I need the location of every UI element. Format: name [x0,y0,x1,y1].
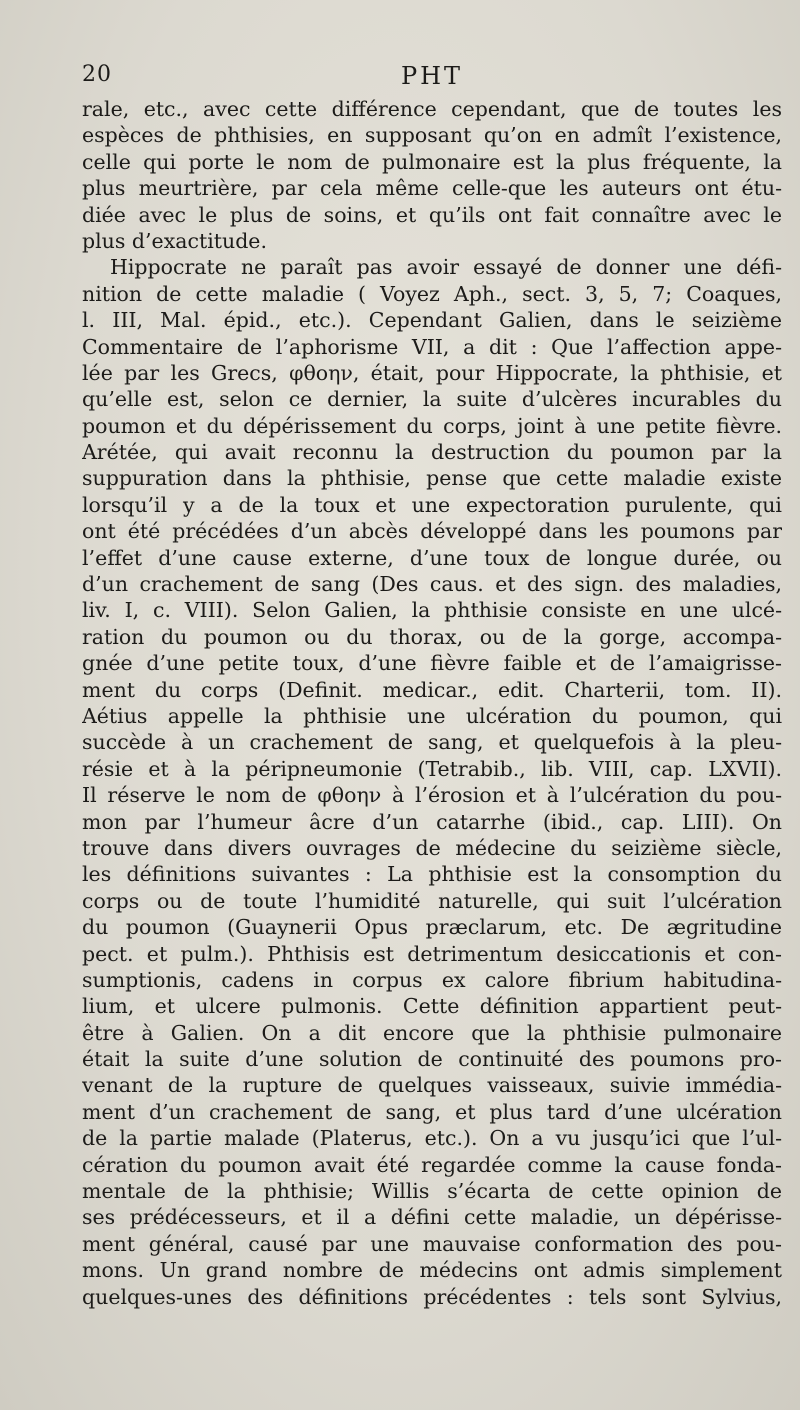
text-line: plus meurtrière, par cela même celle-que les auteurs ont étu- [82,176,782,201]
text-line: Commentaire de l’aphorisme VII, a dit : Que l’affection appe- [82,334,782,359]
text-line: qu’elle est, selon ce dernier, la suite d’ulcères incurables du [82,387,782,412]
text-line: succède à un crachement de sang, et quelquefois à la pleu- [82,730,782,755]
text-line: venant de la rupture de quelques vaisseaux, suivie immédia- [82,1073,782,1098]
text-line: plus d’exactitude. [82,228,267,253]
text-line: suppuration dans la phthisie, pense que cette maladie existe [82,466,782,491]
text-line: espèces de phthisies, en supposant qu’on en admît l’existence, [82,123,782,148]
text-line: nition de cette maladie ( Voyez Aph., sect. 3, 5, 7; Coaques, [82,281,782,306]
text-line: sumptionis, cadens in corpus ex calore fibrium habitudina- [82,967,782,992]
text-line: cération du poumon avait été regardée comme la cause fonda- [82,1152,782,1177]
text-line: corps ou de toute l’humidité naturelle, qui suit l’ulcération [82,888,782,913]
running-head: PHT [400,62,464,90]
text-line: les définitions suivantes : La phthisie est la consomption du [82,862,782,887]
text-line: mon par l’humeur âcre d’un catarrhe (ibid., cap. LIII). On [82,809,782,834]
text-line: était la suite d’une solution de continuité des poumons pro- [82,1047,782,1072]
text-line: Aétius appelle la phthisie une ulcération du poumon, qui [82,703,782,728]
text-line: ses prédécesseurs, et il a défini cette maladie, un dépérisse- [82,1205,782,1230]
text-line: quelques-unes des définitions précédentes : tels sont Sylvius, [82,1284,782,1309]
text-line: Arétée, qui avait reconnu la destruction du poumon par la [82,440,782,465]
text-line: ont été précédées d’un abcès développé dans les poumons par [82,519,782,544]
text-line: mons. Un grand nombre de médecins ont admis simplement [82,1258,782,1283]
text-line: lorsqu’il y a de la toux et une expectoration purulente, qui [82,492,782,517]
text-line: pect. et pulm.). Phthisis est detrimentum desiccationis et con- [82,941,782,966]
text-line: mentale de la phthisie; Willis s’écarta de cette opinion de [82,1179,782,1204]
text-line: ment d’un crachement de sang, et plus tard d’une ulcération [82,1099,782,1124]
page-number: 20 [82,62,112,87]
text-line: résie et à la péripneumonie (Tetrabib., lib. VIII, cap. LXVII). [82,756,782,781]
text-line: lée par les Grecs, φθοην, était, pour Hippocrate, la phthisie, et [82,360,782,385]
text-line: ment général, causé par une mauvaise conformation des pou- [82,1231,782,1256]
body-text [82,96,782,1310]
text-line: l. III, Mal. épid., etc.). Cependant Galien, dans le seizième [82,308,782,333]
text-line: trouve dans divers ouvrages de médecine du seizième siècle, [82,835,782,860]
text-line: rale, etc., avec cette différence cependant, que de toutes les [82,97,782,121]
text-line: d’un crachement de sang (Des caus. et des sign. des maladies, [82,572,782,597]
text-line: Hippocrate ne paraît pas avoir essayé de donner une défi- [110,255,782,280]
text-line: diée avec le plus de soins, et qu’ils ont fait connaître avec le [82,202,782,227]
text-line: l’effet d’une cause externe, d’une toux de longue durée, ou [82,545,782,570]
text-line: ration du poumon ou du thorax, ou de la gorge, accompa- [82,624,782,649]
text-line: ment du corps (Definit. medicar., edit. Charterii, tom. II). [82,677,782,702]
text-line: celle qui porte le nom de pulmonaire est la plus fréquente, la [82,149,782,174]
text-line: gnée d’une petite toux, d’une fièvre faible et de l’amaigrisse- [82,651,782,676]
page-header [82,62,782,96]
text-line: Il réserve le nom de φθοην à l’érosion et à l’ulcération du pou- [82,783,782,808]
text-line: être à Galien. On a dit encore que la phthisie pulmonaire [82,1020,782,1045]
text-line: lium, et ulcere pulmonis. Cette définition appartient peut- [82,994,782,1019]
text-line: de la partie malade (Platerus, etc.). On a vu jusqu’ici que l’ul- [82,1126,782,1151]
text-line: poumon et du dépérissement du corps, joint à une petite fièvre. [82,413,782,438]
text-line: liv. I, c. VIII). Selon Galien, la phthisie consiste en une ulcé- [82,598,782,623]
text-line: du poumon (Guaynerii Opus præclarum, etc. De ægritudine [82,915,782,940]
